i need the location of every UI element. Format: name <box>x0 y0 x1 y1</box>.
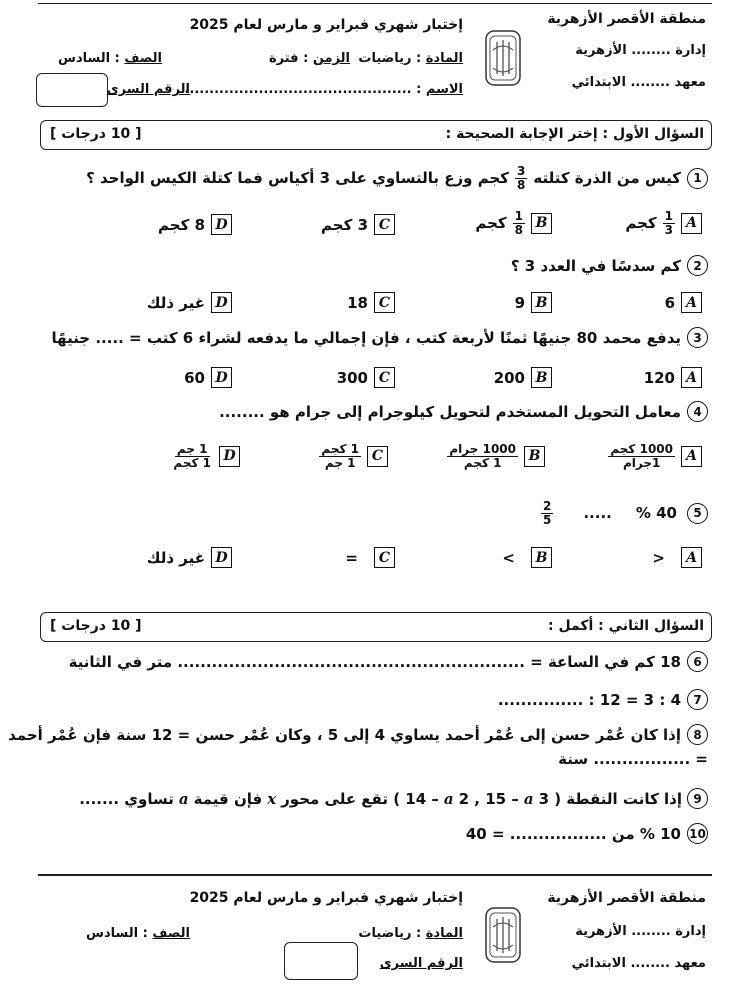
option-letter: C <box>374 214 395 235</box>
q1-option-c[interactable]: C 3 كجم <box>321 214 395 235</box>
question-number: 9 <box>687 788 708 809</box>
question-number: 7 <box>687 689 708 710</box>
section1-title: السؤال الأول : إختر الإجابة الصحيحة : <box>445 126 704 142</box>
secret-number-label: الرقم السرى <box>106 82 190 97</box>
option-letter: C <box>367 446 388 467</box>
q3-option-a[interactable]: A 120 <box>644 367 702 388</box>
question-text: إذا كان عُمْر حسن إلى عُمْر أحمد يساوي 4 إلى 5 ، وكان عُمْر حسن = 12 سنة فإن عُمْر أحمد <box>8 725 681 744</box>
time-field <box>269 51 350 66</box>
option-letter: D <box>211 547 232 568</box>
header-region: منطقة الأقصر الأزهرية <box>547 11 706 27</box>
question-number: 6 <box>687 651 708 672</box>
q4-option-c[interactable]: C $\frac{\text{1 كجم}}{\text{1 جم}}$ <box>319 443 388 469</box>
name-label: الاسم <box>425 82 463 97</box>
name-field <box>184 82 463 97</box>
question-5 <box>541 500 708 526</box>
q2-option-c[interactable]: C 18 <box>347 292 395 313</box>
al-azhar-seal-icon <box>483 28 523 88</box>
variable-a: a <box>443 789 454 808</box>
option-letter: B <box>531 547 552 568</box>
question-dots: ..... <box>583 504 612 523</box>
time-value: : فترة <box>268 51 309 66</box>
name-value: : .............................................. <box>184 82 422 97</box>
question-8 <box>8 724 708 745</box>
option-letter: C <box>374 547 395 568</box>
question-number: 4 <box>687 401 708 422</box>
header-administration: إدارة ........ الأزهرية <box>575 43 706 58</box>
q2-option-b[interactable]: B 9 <box>515 292 552 313</box>
question-8-line2: = ................. سنة <box>558 750 708 768</box>
subject-value: : رياضيات <box>358 926 422 941</box>
question-fraction: $\frac{2}{5}$ <box>543 499 552 527</box>
variable-a: a <box>178 789 189 808</box>
q5-option-a[interactable]: A < <box>652 547 702 568</box>
grade-field <box>58 51 162 66</box>
q3-option-b[interactable]: B 200 <box>494 367 552 388</box>
exam-title: إختبار شهري فبراير و مارس لعام 2025 <box>189 17 463 33</box>
option-letter: A <box>681 213 702 234</box>
q3-option-d[interactable]: D 60 <box>184 367 232 388</box>
question-text: 18 كم في الساعة = ............................................................. متر في الثانية <box>68 652 681 671</box>
q2-option-d[interactable]: D غير ذلك <box>147 292 232 313</box>
question-fraction: $\frac{3}{8}$ <box>517 164 526 192</box>
footer-exam-title: إختبار شهري فبراير و مارس لعام 2025 <box>189 890 463 906</box>
question-2 <box>511 255 708 276</box>
subject-value: : رياضيات <box>358 51 422 66</box>
option-letter: D <box>211 214 232 235</box>
secret-number-box[interactable] <box>36 73 108 107</box>
question-text: يدفع محمد 80 جنيهًا ثمنًا لأربعة كتب ، فإن إجمالي ما يدفعه لشراء 6 كتب = ..... جنيهًا <box>51 328 681 347</box>
question-text: 10 % من ................. = 40 <box>465 824 681 843</box>
header-institute: معهد ........ الابتدائي <box>571 75 706 90</box>
variable-a: a <box>523 789 534 808</box>
q5-option-b[interactable]: B > <box>502 547 552 568</box>
option-letter: B <box>531 292 552 313</box>
question-9: 9 إذا كانت النقطة ( 3 a – 15 , 2 a – 14 ) تقع على محور x فإن قيمة a تساوي ....... <box>79 788 708 809</box>
subject-field <box>358 51 463 66</box>
grade-label: الصف <box>124 51 162 66</box>
option-letter: B <box>531 213 552 234</box>
top-border-line <box>38 3 712 4</box>
footer-institute: معهد ........ الابتدائي <box>571 956 706 971</box>
footer-subject-field <box>358 926 463 941</box>
option-letter: D <box>211 292 232 313</box>
question-number: 3 <box>687 327 708 348</box>
footer-grade-field <box>86 926 190 941</box>
section1-marks: [ 10 درجات ] <box>50 126 142 142</box>
subject-label: المادة <box>425 926 463 941</box>
footer-separator-line <box>38 874 712 876</box>
option-letter: B <box>524 446 545 467</box>
section2-title: السؤال الثاني : أكمل : <box>548 618 704 634</box>
question-6 <box>69 651 708 672</box>
grade-value: : السادس <box>58 51 120 66</box>
question-number: 8 <box>687 724 708 745</box>
footer-secret-number-box[interactable] <box>284 942 358 980</box>
question-text: كيس من الذرة كتلته <box>533 169 681 188</box>
question-number: 10 <box>687 823 708 844</box>
option-letter: C <box>374 367 395 388</box>
option-letter: A <box>681 547 702 568</box>
question-7 <box>498 689 708 710</box>
question-number: 2 <box>687 255 708 276</box>
option-letter: A <box>681 446 702 467</box>
option-letter: A <box>681 292 702 313</box>
q4-option-b[interactable]: B $\frac{\text{1000 جرام}}{\text{1 كجم}}$ <box>447 443 545 469</box>
option-letter: D <box>211 367 232 388</box>
question-text: معامل التحويل المستخدم لتحويل كيلوجرام إلى جرام هو ........ <box>219 402 681 421</box>
q1-option-a[interactable]: A $\frac{1}{3}$ كجم <box>625 210 702 236</box>
question-text-continued: كجم وزع بالتساوي على 3 أكياس فما كتلة الكيس الواحد ؟ <box>86 169 510 188</box>
grade-value: : السادس <box>86 926 148 941</box>
footer-administration: إدارة ........ الأزهرية <box>575 924 706 939</box>
q2-option-a[interactable]: A 6 <box>665 292 702 313</box>
question-text: 4 : 3 = 12 : ............... <box>497 690 681 709</box>
question-number: 5 <box>687 503 708 524</box>
question-10 <box>466 823 708 844</box>
variable-x: x <box>267 789 277 808</box>
option-letter: B <box>531 367 552 388</box>
q5-option-d[interactable]: D غير ذلك <box>147 547 232 568</box>
q5-option-c[interactable]: C = <box>345 547 395 568</box>
question-text: 40 % <box>635 504 677 523</box>
question-number: 1 <box>687 168 708 189</box>
subject-label: المادة <box>425 51 463 66</box>
q4-option-a[interactable]: A $\frac{\text{1000 كجم}}{\text{1جرام}}$ <box>608 443 702 469</box>
option-letter: A <box>681 367 702 388</box>
option-letter: C <box>374 292 395 313</box>
grade-label: الصف <box>152 926 190 941</box>
question-3 <box>52 327 708 348</box>
q4-option-d[interactable]: D $\frac{\text{1 جم}}{\text{1 كجم}}$ <box>171 443 240 469</box>
q1-option-d[interactable]: D 8 كجم <box>158 214 232 235</box>
al-azhar-seal-icon <box>483 905 523 965</box>
question-1 <box>86 165 708 191</box>
question-4 <box>219 401 708 422</box>
time-label: الزمن <box>312 51 350 66</box>
section2-marks: [ 10 درجات ] <box>50 618 142 634</box>
q1-option-b[interactable]: B $\frac{1}{8}$ كجم <box>475 210 552 236</box>
footer-secret-number-label: الرقم السرى <box>379 956 463 971</box>
q3-option-c[interactable]: C 300 <box>337 367 395 388</box>
option-letter: D <box>219 446 240 467</box>
question-text: كم سدسًا في العدد 3 ؟ <box>510 256 681 275</box>
footer-region: منطقة الأقصر الأزهرية <box>547 890 706 906</box>
